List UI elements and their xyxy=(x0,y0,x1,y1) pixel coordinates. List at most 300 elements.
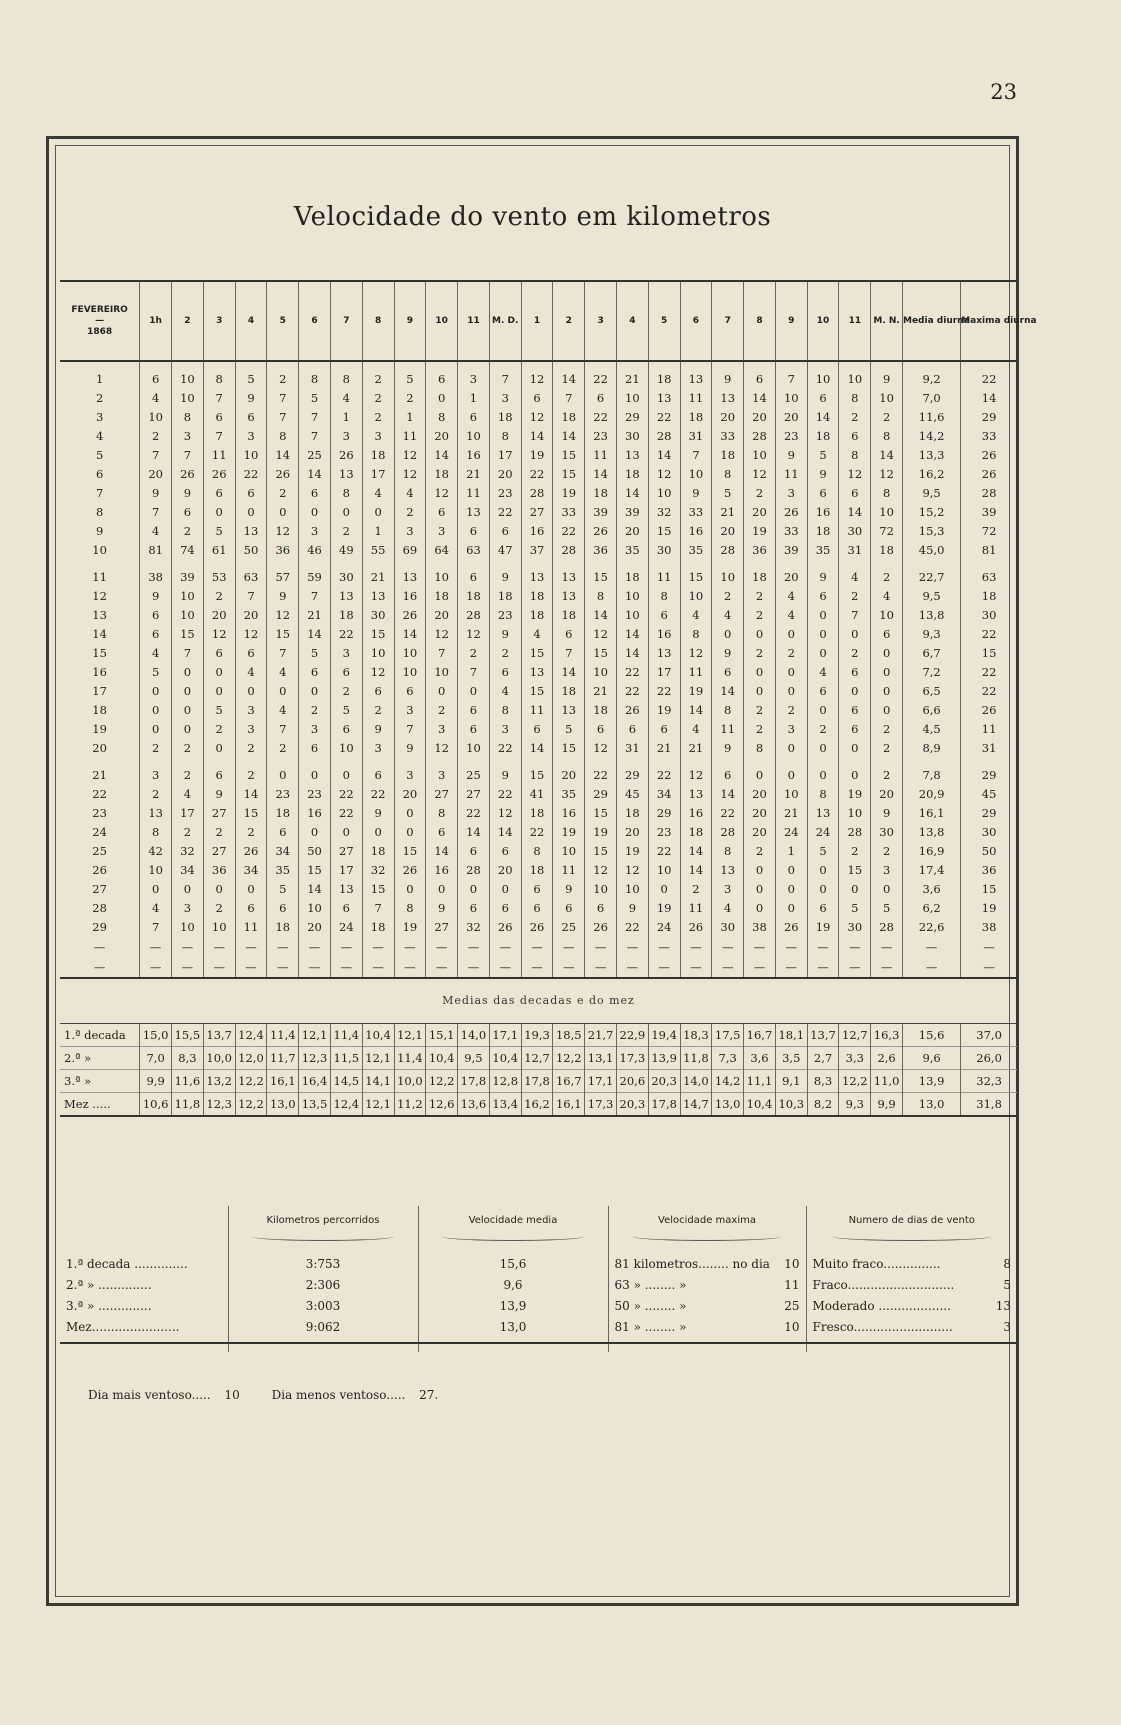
hour-header: 6 xyxy=(680,281,712,361)
hour-value: 19 xyxy=(680,682,712,701)
hour-value: 22 xyxy=(489,785,521,804)
hour-value: 15 xyxy=(680,568,712,587)
dias-value: Muito fraco............... 8 xyxy=(806,1254,1017,1275)
hour-value: 10 xyxy=(299,899,331,918)
dash-cell: — xyxy=(648,937,680,957)
hour-value: 1 xyxy=(394,408,426,427)
hour-value: 3 xyxy=(299,522,331,541)
hour-value: 0 xyxy=(203,503,235,522)
dash-cell: — xyxy=(871,957,903,978)
dash-cell: — xyxy=(553,937,585,957)
hour-value: 2 xyxy=(362,389,394,408)
hour-value: 13 xyxy=(553,587,585,606)
hour-value: 7 xyxy=(140,918,172,937)
mean-value: 12,2 xyxy=(426,1070,458,1093)
hour-value: 20 xyxy=(235,606,267,625)
hour-value: 14 xyxy=(426,842,458,861)
daily-max: 15 xyxy=(961,880,1017,899)
hour-value: 5 xyxy=(267,880,299,899)
mean-value: 17,8 xyxy=(648,1093,680,1117)
mean-value: 9,5 xyxy=(458,1047,490,1070)
hour-value: 6 xyxy=(172,503,204,522)
mean-value: 12,7 xyxy=(839,1024,871,1047)
hour-value: 2 xyxy=(458,644,490,663)
hour-value: 2 xyxy=(744,484,776,503)
hour-value: 15 xyxy=(267,625,299,644)
hour-value: 0 xyxy=(458,880,490,899)
hour-value: 6 xyxy=(489,842,521,861)
hour-value: 6 xyxy=(330,720,362,739)
hour-value: 59 xyxy=(299,568,331,587)
hour-value: 6 xyxy=(203,766,235,785)
hour-value: 63 xyxy=(458,541,490,560)
hour-value: 28 xyxy=(712,823,744,842)
mean-value: 8,2 xyxy=(807,1093,839,1117)
hour-value: 20 xyxy=(744,804,776,823)
hour-value: 3 xyxy=(458,370,490,389)
hour-value: 10 xyxy=(140,408,172,427)
mean-value: 12,1 xyxy=(394,1024,426,1047)
hour-value: 11 xyxy=(680,389,712,408)
hour-value: 0 xyxy=(172,701,204,720)
mean-media: 13,0 xyxy=(903,1093,961,1117)
mean-value: 11,4 xyxy=(394,1047,426,1070)
dash-cell: — xyxy=(299,937,331,957)
means-label: 1.ª decada xyxy=(60,1024,140,1047)
hour-value: 6 xyxy=(426,370,458,389)
mean-value: 3,6 xyxy=(744,1047,776,1070)
hour-value: 4 xyxy=(712,606,744,625)
hour-value: 11 xyxy=(775,465,807,484)
hour-value: 19 xyxy=(585,823,617,842)
daily-max: 22 xyxy=(961,663,1017,682)
hour-value: 18 xyxy=(458,587,490,606)
dash-cell: — xyxy=(553,957,585,978)
hour-value: 10 xyxy=(680,587,712,606)
mean-value: 12,2 xyxy=(553,1047,585,1070)
hour-value: 8 xyxy=(489,701,521,720)
hour-value: 23 xyxy=(489,484,521,503)
hour-value: 10 xyxy=(172,587,204,606)
mean-value: 9,1 xyxy=(775,1070,807,1093)
hour-value: 4 xyxy=(235,663,267,682)
hour-value: 0 xyxy=(871,682,903,701)
hour-value: 6 xyxy=(839,427,871,446)
hour-value: 6 xyxy=(235,484,267,503)
hour-value: 13 xyxy=(521,568,553,587)
hour-value: 7 xyxy=(299,587,331,606)
means-row xyxy=(60,1070,1017,1093)
hour-value: 10 xyxy=(203,918,235,937)
hour-value: 8 xyxy=(648,587,680,606)
hour-value: 10 xyxy=(616,606,648,625)
hour-value: 22 xyxy=(489,503,521,522)
hour-value: 0 xyxy=(203,682,235,701)
hour-value: 0 xyxy=(775,682,807,701)
hour-value: 2 xyxy=(839,644,871,663)
day-number: 21 xyxy=(92,768,107,782)
hour-value: 22 xyxy=(712,804,744,823)
daily-max: 14 xyxy=(961,389,1017,408)
hour-value: 26 xyxy=(775,918,807,937)
hour-value: 17 xyxy=(172,804,204,823)
hour-value: 0 xyxy=(839,625,871,644)
hour-value: 2 xyxy=(267,739,299,758)
hour-value: 7 xyxy=(235,587,267,606)
hour-value: 39 xyxy=(616,503,648,522)
table-row xyxy=(60,918,1017,937)
dias-header: Numero de dias de vento xyxy=(806,1206,1017,1254)
hour-value: 6 xyxy=(807,682,839,701)
mean-value: 17,5 xyxy=(712,1024,744,1047)
hour-value: 30 xyxy=(616,427,648,446)
dash-cell: — xyxy=(807,957,839,978)
hour-value: 21 xyxy=(362,568,394,587)
hour-value: 2 xyxy=(330,522,362,541)
hour-value: 31 xyxy=(616,739,648,758)
hour-value: 2 xyxy=(839,408,871,427)
hour-value: 21 xyxy=(775,804,807,823)
hour-value: 18 xyxy=(489,587,521,606)
daily-max: 26 xyxy=(961,701,1017,720)
mean-value: 14,5 xyxy=(330,1070,362,1093)
hour-value: 10 xyxy=(616,587,648,606)
dash-cell: — xyxy=(903,937,961,957)
hour-value: 14 xyxy=(267,446,299,465)
mean-value: 16,7 xyxy=(553,1070,585,1093)
hour-value: 8 xyxy=(712,465,744,484)
hour-value: 14 xyxy=(712,682,744,701)
hour-value: 0 xyxy=(458,682,490,701)
hour-value: 15 xyxy=(362,625,394,644)
hour-value: 36 xyxy=(585,541,617,560)
hour-value: 18 xyxy=(362,842,394,861)
hour-value: 14 xyxy=(871,446,903,465)
hour-value: 19 xyxy=(553,823,585,842)
inner-frame xyxy=(55,145,1037,1597)
day-number: 24 xyxy=(92,825,107,839)
hour-value: 18 xyxy=(680,823,712,842)
hour-value: 10 xyxy=(394,644,426,663)
hour-value: 26 xyxy=(394,861,426,880)
mean-value: 12,4 xyxy=(330,1093,362,1117)
hour-value: 9 xyxy=(489,625,521,644)
hour-value: 29 xyxy=(648,804,680,823)
hour-value: 14 xyxy=(616,644,648,663)
km-value: 3:003 xyxy=(228,1296,418,1317)
hour-value: 0 xyxy=(172,682,204,701)
hour-value: 8 xyxy=(839,389,871,408)
hour-value: 25 xyxy=(458,766,490,785)
hour-value: 23 xyxy=(648,823,680,842)
table-row xyxy=(60,739,1017,758)
hour-value: 14 xyxy=(394,625,426,644)
hour-value: 7 xyxy=(140,446,172,465)
hour-value: 6 xyxy=(807,587,839,606)
summary-label: 1.ª decada .............. xyxy=(66,1257,188,1271)
day-number: 12 xyxy=(92,589,107,603)
mean-value: 9,3 xyxy=(839,1093,871,1117)
hour-value: 9 xyxy=(616,899,648,918)
hour-value: 19 xyxy=(839,785,871,804)
hour-header: 2 xyxy=(553,281,585,361)
hour-value: 0 xyxy=(330,503,362,522)
hour-value: 6 xyxy=(489,663,521,682)
daily-media: 13,8 xyxy=(903,606,961,625)
hour-value: 13 xyxy=(648,644,680,663)
hour-value: 0 xyxy=(807,880,839,899)
hour-value: 6 xyxy=(267,899,299,918)
hour-value: 1 xyxy=(775,842,807,861)
hour-value: 7 xyxy=(172,446,204,465)
mean-value: 14,7 xyxy=(680,1093,712,1117)
hour-value: 0 xyxy=(140,701,172,720)
hour-value: 2 xyxy=(172,766,204,785)
hour-value: 10 xyxy=(330,739,362,758)
daily-max: 81 xyxy=(961,541,1017,560)
hour-value: 27 xyxy=(521,503,553,522)
daily-max: 18 xyxy=(961,587,1017,606)
hour-value: 13 xyxy=(330,587,362,606)
dash-cell: — xyxy=(807,937,839,957)
hour-value: 14 xyxy=(235,785,267,804)
daily-max: 45 xyxy=(961,785,1017,804)
table-row xyxy=(60,541,1017,560)
hour-value: 0 xyxy=(140,682,172,701)
hour-value: 0 xyxy=(712,625,744,644)
media-header: Media diurna xyxy=(903,281,961,361)
hour-value: 9 xyxy=(140,587,172,606)
hour-value: 24 xyxy=(648,918,680,937)
dash-cell: — xyxy=(172,957,204,978)
hour-value: 6 xyxy=(362,682,394,701)
hour-value: 9 xyxy=(489,568,521,587)
hour-value: 4 xyxy=(807,663,839,682)
daily-max: 11 xyxy=(961,720,1017,739)
hour-value: 12 xyxy=(426,739,458,758)
hour-value: 22 xyxy=(616,918,648,937)
hour-value: 6 xyxy=(458,522,490,541)
hour-value: 2 xyxy=(489,644,521,663)
mean-value: 17,3 xyxy=(585,1093,617,1117)
hour-value: 19 xyxy=(744,522,776,541)
hour-value: 22 xyxy=(648,766,680,785)
hour-value: 27 xyxy=(458,785,490,804)
hour-value: 15 xyxy=(521,682,553,701)
mean-value: 11,7 xyxy=(267,1047,299,1070)
hour-value: 26 xyxy=(521,918,553,937)
dash-cell: — xyxy=(961,957,1017,978)
hour-value: 13 xyxy=(330,465,362,484)
hour-value: 9 xyxy=(775,446,807,465)
hour-value: 55 xyxy=(362,541,394,560)
hour-value: 14 xyxy=(458,823,490,842)
hour-value: 30 xyxy=(648,541,680,560)
hour-value: 18 xyxy=(330,606,362,625)
hour-value: 9 xyxy=(871,370,903,389)
hour-value: 2 xyxy=(140,427,172,446)
hour-value: 4 xyxy=(330,389,362,408)
hour-value: 8 xyxy=(394,899,426,918)
dash-cell: — xyxy=(839,937,871,957)
hour-value: 0 xyxy=(172,663,204,682)
hour-value: 0 xyxy=(775,663,807,682)
hour-value: 1 xyxy=(362,522,394,541)
hour-value: 7 xyxy=(553,644,585,663)
hour-value: 15 xyxy=(299,861,331,880)
hour-value: 6 xyxy=(299,739,331,758)
hour-value: 0 xyxy=(203,739,235,758)
dash-cell: — xyxy=(330,957,362,978)
vel-value: 15,6 xyxy=(418,1254,608,1275)
daily-media: 9,3 xyxy=(903,625,961,644)
mean-value: 11,1 xyxy=(744,1070,776,1093)
hour-value: 64 xyxy=(426,541,458,560)
hour-value: 15 xyxy=(585,842,617,861)
hour-value: 26 xyxy=(616,701,648,720)
hour-value: 20 xyxy=(712,408,744,427)
hour-value: 18 xyxy=(553,408,585,427)
hour-value: 2 xyxy=(871,568,903,587)
dash-cell: — xyxy=(839,957,871,978)
table-row xyxy=(60,427,1017,446)
table-row xyxy=(60,370,1017,389)
hour-value: 72 xyxy=(871,522,903,541)
mean-value: 16,7 xyxy=(744,1024,776,1047)
hour-value: 3 xyxy=(775,720,807,739)
hour-value: 21 xyxy=(616,370,648,389)
hour-value: 0 xyxy=(330,823,362,842)
calmest-day: 27. xyxy=(419,1388,439,1402)
hour-value: 22 xyxy=(521,823,553,842)
mean-value: 13,0 xyxy=(267,1093,299,1117)
hour-value: 10 xyxy=(235,446,267,465)
hour-value: 6 xyxy=(521,389,553,408)
hour-value: 9 xyxy=(680,484,712,503)
hour-value: 26 xyxy=(680,918,712,937)
hour-value: 3 xyxy=(172,899,204,918)
hour-value: 18 xyxy=(712,446,744,465)
hour-value: 2 xyxy=(775,644,807,663)
hour-value: 5 xyxy=(235,370,267,389)
hour-value: 0 xyxy=(744,625,776,644)
summary-header-row xyxy=(60,1206,1017,1254)
hour-header: 2 xyxy=(172,281,204,361)
mean-max: 31,8 xyxy=(961,1093,1017,1117)
hour-value: 8 xyxy=(267,427,299,446)
daily-max: 36 xyxy=(961,861,1017,880)
hour-value: 6 xyxy=(140,370,172,389)
hour-value: 6 xyxy=(426,823,458,842)
dash-cell: — xyxy=(235,937,267,957)
hour-value: 19 xyxy=(553,484,585,503)
daily-media: 13,3 xyxy=(903,446,961,465)
hour-value: 9 xyxy=(712,644,744,663)
hour-value: 12 xyxy=(426,625,458,644)
hour-value: 14 xyxy=(585,606,617,625)
hour-value: 0 xyxy=(267,682,299,701)
hour-value: 3 xyxy=(330,644,362,663)
hour-value: 10 xyxy=(458,739,490,758)
header-row xyxy=(60,281,1017,361)
hour-header: 9 xyxy=(394,281,426,361)
dash-cell: — xyxy=(712,957,744,978)
dash-cell: — xyxy=(616,937,648,957)
hour-value: 16 xyxy=(299,804,331,823)
hour-value: 28 xyxy=(458,606,490,625)
day-number: 23 xyxy=(92,806,107,820)
hour-value: 20 xyxy=(744,408,776,427)
hour-value: 15 xyxy=(235,804,267,823)
table-frame xyxy=(46,136,1037,1606)
hour-value: 6 xyxy=(235,644,267,663)
hour-value: 10 xyxy=(871,503,903,522)
hour-value: 7 xyxy=(775,370,807,389)
hour-value: 7 xyxy=(839,606,871,625)
table-row xyxy=(60,880,1017,899)
hour-value: 0 xyxy=(807,739,839,758)
hour-value: 18 xyxy=(616,465,648,484)
day-number: 8 xyxy=(95,505,104,519)
hour-value: 2 xyxy=(394,389,426,408)
km-value: 9:062 xyxy=(228,1317,418,1343)
hour-value: 14 xyxy=(553,370,585,389)
hour-value: 18 xyxy=(616,804,648,823)
day-number: 2 xyxy=(95,391,104,405)
hour-value: 5 xyxy=(203,522,235,541)
hour-value: 8 xyxy=(712,701,744,720)
hour-value: 7 xyxy=(394,720,426,739)
hour-value: 10 xyxy=(871,389,903,408)
hour-value: 4 xyxy=(362,484,394,503)
hour-value: 11 xyxy=(394,427,426,446)
hour-value: 5 xyxy=(839,899,871,918)
hour-value: 18 xyxy=(521,587,553,606)
hour-value: 0 xyxy=(807,625,839,644)
hour-value: 47 xyxy=(489,541,521,560)
hour-value: 6 xyxy=(458,408,490,427)
hour-value: 3 xyxy=(299,720,331,739)
hour-value: 39 xyxy=(172,568,204,587)
hour-value: 18 xyxy=(585,701,617,720)
hour-value: 20 xyxy=(426,606,458,625)
daily-media: 3,6 xyxy=(903,880,961,899)
table-row xyxy=(60,465,1017,484)
dash-cell: — xyxy=(394,957,426,978)
dash-cell: — xyxy=(680,937,712,957)
hour-value: 4 xyxy=(267,701,299,720)
daily-max: 28 xyxy=(961,484,1017,503)
hour-value: 0 xyxy=(744,766,776,785)
hour-value: 19 xyxy=(521,446,553,465)
hour-value: 12 xyxy=(521,408,553,427)
hour-value: 6 xyxy=(521,720,553,739)
table-row xyxy=(60,625,1017,644)
hour-value: 0 xyxy=(775,625,807,644)
hour-value: 21 xyxy=(712,503,744,522)
hour-value: 36 xyxy=(203,861,235,880)
mean-value: 13,5 xyxy=(299,1093,331,1117)
hour-value: 0 xyxy=(871,701,903,720)
mean-value: 12,8 xyxy=(489,1070,521,1093)
hour-value: 9 xyxy=(172,484,204,503)
dias-value: Fraco............................ 5 xyxy=(806,1275,1017,1296)
mean-value: 11,6 xyxy=(172,1070,204,1093)
hour-value: 14 xyxy=(680,842,712,861)
hour-value: 12 xyxy=(680,766,712,785)
daily-max: 29 xyxy=(961,766,1017,785)
hour-value: 11 xyxy=(553,861,585,880)
